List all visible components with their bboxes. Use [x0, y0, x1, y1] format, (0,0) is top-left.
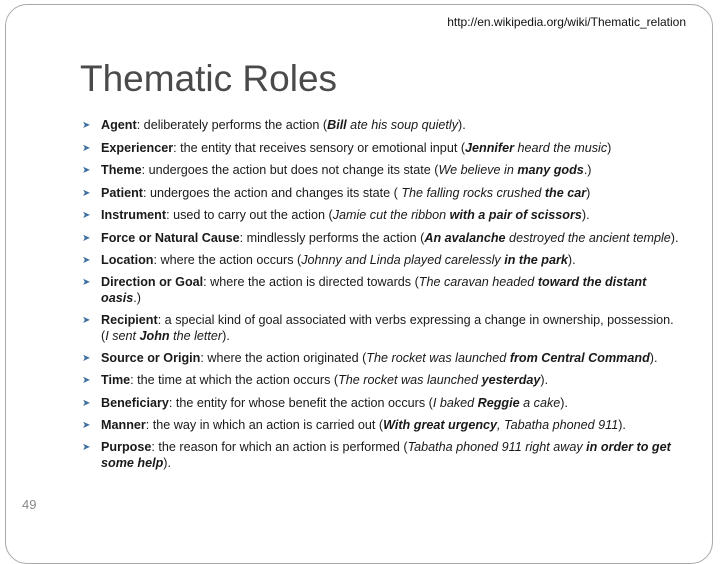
role-text: in order to get some help: [101, 440, 671, 470]
list-item: [82, 207, 682, 223]
list-item: [82, 162, 682, 178]
arrow-bullet-icon: ➤: [82, 120, 91, 131]
role-text: : the time at which the action occurs (: [130, 373, 339, 387]
page-title: Thematic Roles: [80, 58, 338, 99]
arrow-bullet-icon: ➤: [82, 142, 91, 154]
role-text: ).: [670, 230, 679, 245]
list-item: [82, 252, 682, 268]
roles-list: [82, 117, 682, 478]
role-name: Agent: [101, 118, 137, 132]
arrow-bullet-icon: ➤: [82, 254, 91, 266]
role-text: : where the action occurs (: [153, 252, 302, 267]
list-item: [82, 230, 682, 246]
role-text: : the reason for which an action is performed (: [151, 440, 408, 454]
role-text: the car: [544, 185, 587, 200]
arrow-bullet-icon: ➤: [82, 353, 91, 364]
role-text: : the entity that receives sensory or emotional input (: [173, 140, 466, 155]
role-text: toward the distant oasis: [101, 275, 647, 305]
role-text: with a pair of scissors: [449, 208, 582, 222]
role-text: ate his soup quietly: [346, 118, 459, 132]
role-text: ).: [581, 208, 590, 222]
role-text: Bill: [327, 118, 347, 132]
role-text: : where the action is directed towards (: [203, 275, 419, 289]
arrow-bullet-icon: ➤: [82, 420, 91, 431]
role-name: Instrument: [101, 208, 167, 222]
role-text: ).: [458, 118, 466, 132]
role-text: We believe in: [438, 163, 518, 177]
role-text: The caravan headed: [418, 275, 538, 289]
arrow-bullet-icon: ➤: [82, 165, 91, 176]
list-item: [82, 312, 682, 344]
list-item: [82, 417, 682, 433]
role-text: Tabatha phoned 911 right away: [407, 440, 587, 454]
role-text: : used to carry out the action (: [166, 208, 333, 222]
arrow-bullet-icon: ➤: [82, 232, 91, 244]
list-item: [82, 372, 682, 388]
role-name: Manner: [101, 418, 146, 432]
role-text: The rocket was launched: [338, 373, 482, 387]
role-text: Johnny and Linda played carelessly: [301, 252, 505, 267]
role-text: : the entity for whose benefit the action occurs (: [168, 395, 433, 410]
role-text: destroyed the ancient temple: [505, 230, 671, 245]
role-text: , Tabatha phoned 911: [497, 418, 619, 432]
role-name: Purpose: [101, 440, 152, 454]
role-text: a cake: [519, 395, 561, 410]
role-text: ).: [163, 456, 171, 470]
role-name: Patient: [101, 185, 143, 200]
arrow-bullet-icon: ➤: [82, 375, 91, 386]
role-text: With great urgency: [383, 418, 498, 432]
arrow-bullet-icon: ➤: [82, 277, 91, 288]
role-text: ).: [649, 351, 658, 365]
role-name: Force or Natural Cause: [101, 230, 240, 245]
role-text: from Central Command: [509, 351, 650, 365]
role-text: many gods: [517, 163, 584, 177]
role-text: John: [139, 329, 170, 343]
list-item: [82, 350, 682, 366]
role-text: Jamie cut the ribbon: [332, 208, 450, 222]
role-text: ).: [560, 395, 568, 410]
role-name: Theme: [101, 163, 142, 177]
arrow-bullet-icon: ➤: [82, 210, 91, 221]
arrow-bullet-icon: ➤: [82, 187, 91, 199]
role-text: The falling rocks crushed: [401, 185, 545, 200]
role-text: The rocket was launched: [366, 351, 510, 365]
role-text: yesterday: [481, 373, 541, 387]
list-item: [82, 117, 682, 133]
role-text: ): [607, 140, 612, 155]
role-text: the letter: [169, 329, 223, 343]
role-name: Time: [101, 373, 131, 387]
role-text: : deliberately performs the action (: [136, 118, 328, 132]
role-name: Recipient: [101, 313, 158, 327]
arrow-bullet-icon: ➤: [82, 315, 91, 326]
role-text: I sent: [105, 329, 140, 343]
role-name: Beneficiary: [101, 395, 169, 410]
list-item: [82, 395, 682, 411]
role-text: ).: [567, 252, 576, 267]
role-name: Direction or Goal: [101, 275, 204, 289]
role-text: : the way in which an action is carried out (: [145, 418, 384, 432]
role-text: An avalanche: [424, 230, 506, 245]
list-item: [82, 185, 682, 201]
page-number: 49: [22, 497, 37, 512]
arrow-bullet-icon: ➤: [82, 442, 91, 453]
role-text: I baked: [432, 395, 478, 410]
role-name: Location: [101, 252, 154, 267]
role-text: : mindlessly performs the action (: [239, 230, 425, 245]
list-item: [82, 274, 682, 306]
role-text: heard the music: [514, 140, 608, 155]
role-text: ): [586, 185, 591, 200]
arrow-bullet-icon: ➤: [82, 397, 91, 409]
role-text: ).: [618, 418, 626, 432]
role-text: .): [583, 163, 592, 177]
role-text: in the park: [504, 252, 568, 267]
role-text: ).: [540, 373, 549, 387]
role-text: Jennifer: [465, 140, 515, 155]
role-text: : where the action originated (: [200, 351, 367, 365]
role-name: Experiencer: [101, 140, 174, 155]
role-text: ).: [222, 329, 230, 343]
list-item: [82, 140, 682, 156]
list-item: [82, 439, 682, 471]
source-url: http://en.wikipedia.org/wiki/Thematic_relation: [447, 15, 686, 29]
role-text: Reggie: [477, 395, 520, 410]
role-text: : a special kind of goal associated with verbs expressing a change in ownership, possession. (: [101, 313, 674, 343]
role-text: : undergoes the action but does not change its state (: [141, 163, 439, 177]
role-text: : undergoes the action and changes its state (: [143, 185, 402, 200]
role-name: Source or Origin: [101, 351, 201, 365]
role-text: .): [133, 291, 141, 305]
